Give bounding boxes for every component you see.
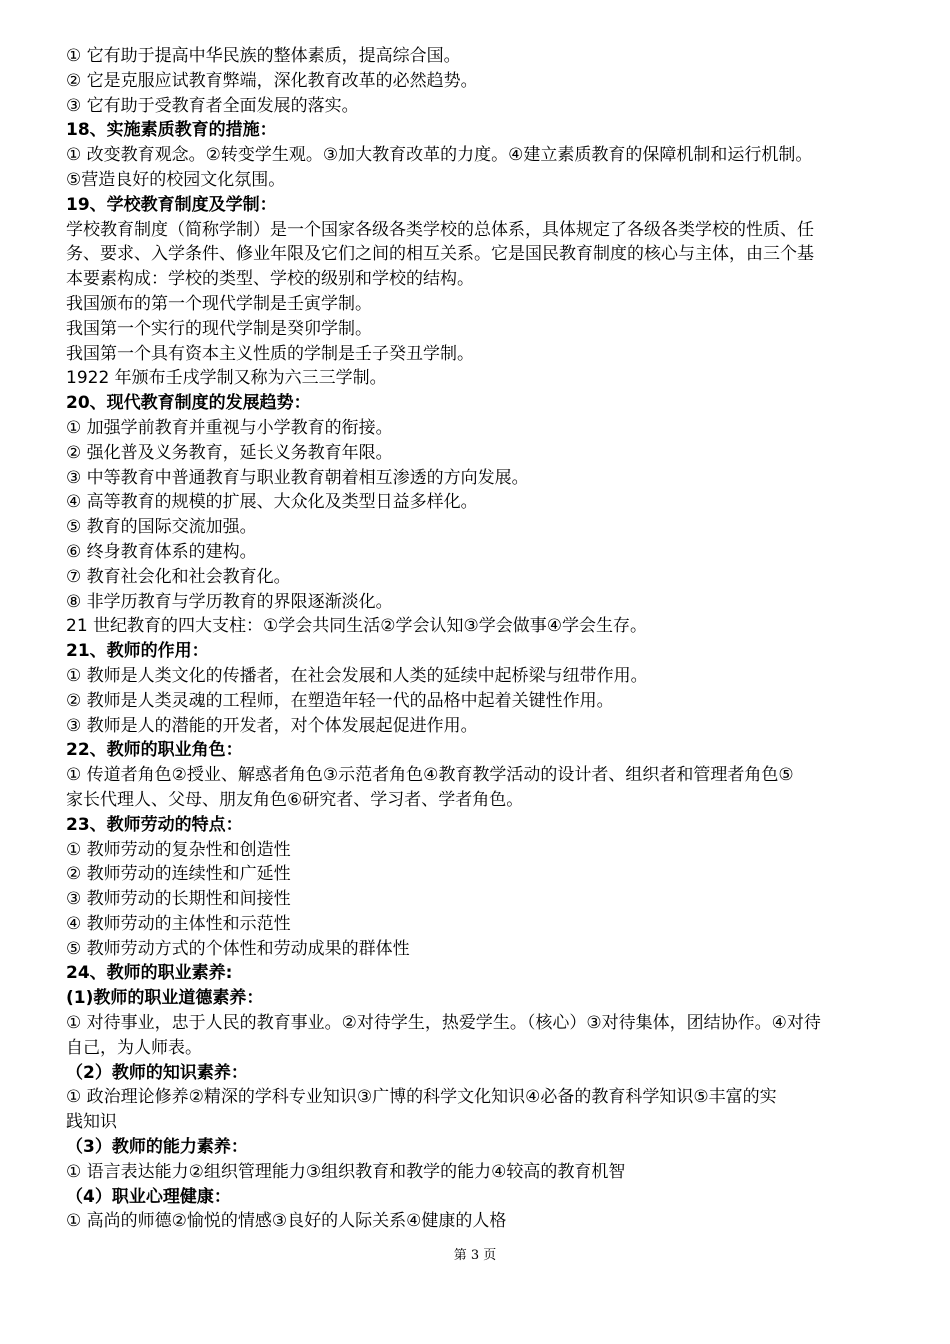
text-line: ① 政治理论修养②精深的学科专业知识③广博的科学文化知识④必备的教育科学知识⑤丰富的实 <box>66 1087 777 1108</box>
text-line: 本要素构成：学校的类型、学校的级别和学校的结构。 <box>66 269 474 290</box>
text-line: ① 加强学前教育并重视与小学教育的衔接。 <box>66 417 393 438</box>
section-heading: 23、教师劳动的特点： <box>66 814 243 835</box>
section-heading: （2）教师的知识素养： <box>66 1062 248 1083</box>
text-line: 务、要求、入学条件、修业年限及它们之间的相互关系。它是国民教育制度的核心与主体，由三个基 <box>66 244 814 265</box>
text-line: ③ 中等教育中普通教育与职业教育朝着相互渗透的方向发展。 <box>66 467 529 488</box>
text-line: ① 教师是人类文化的传播者，在社会发展和人类的延续中起桥梁与纽带作用。 <box>66 665 648 686</box>
text-line: ⑧ 非学历教育与学历教育的界限逐渐淡化。 <box>66 591 393 612</box>
text-line: ① 它有助于提高中华民族的整体素质，提高综合国。 <box>66 46 461 66</box>
section-heading: （3）教师的能力素养： <box>66 1137 248 1158</box>
text-line: ① 改变教育观念。②转变学生观。③加大教育改革的力度。④建立素质教育的保障机制和运行机制。 <box>66 145 813 166</box>
text-line: 我国第一个实行的现代学制是癸卯学制。 <box>66 318 372 339</box>
text-line: ① 高尚的师德②愉悦的情感③良好的人际关系④健康的人格 <box>66 1211 507 1232</box>
text-line: ② 强化普及义务教育，延长义务教育年限。 <box>66 442 393 463</box>
section-heading: （4）职业心理健康： <box>66 1186 231 1207</box>
text-line: ③ 它有助于受教育者全面发展的落实。 <box>66 95 359 116</box>
text-line: 家长代理人、父母、朋友角色⑥研究者、学习者、学者角色。 <box>66 789 524 810</box>
text-line: ⑦ 教育社会化和社会教育化。 <box>66 566 291 587</box>
text-line: 自己，为人师表。 <box>66 1037 202 1058</box>
text-line: 1922 年颁布壬戌学制又称为六三三学制。 <box>66 368 387 389</box>
text-line: 践知识 <box>66 1112 117 1133</box>
section-heading: (1)教师的职业道德素养： <box>66 988 264 1009</box>
section-heading: 20、现代教育制度的发展趋势： <box>66 393 311 414</box>
text-line: ② 教师是人类灵魂的工程师，在塑造年轻一代的品格中起着关键性作用。 <box>66 690 614 711</box>
text-line: ⑥ 终身教育体系的建构。 <box>66 541 257 562</box>
section-heading: 19、学校教育制度及学制： <box>66 194 277 215</box>
text-line: ① 教师劳动的复杂性和创造性 <box>66 839 291 860</box>
document-body <box>66 44 896 1234</box>
page-number: 第 3 页 <box>453 1248 497 1263</box>
section-heading: 21、教师的作用： <box>66 641 209 662</box>
text-line: 学校教育制度（简称学制）是一个国家各级各类学校的总体系，具体规定了各级各类学校的性质、任 <box>66 219 814 240</box>
text-line: 我国颁布的第一个现代学制是壬寅学制。 <box>66 293 372 314</box>
text-line: ① 语言表达能力②组织管理能力③组织教育和教学的能力④较高的教育机智 <box>66 1161 626 1182</box>
section-heading: 24、教师的职业素养: <box>66 963 233 984</box>
text-line: ① 传道者角色②授业、解惑者角色③示范者角色④教育教学活动的设计者、组织者和管理者角色⑤ <box>66 765 794 786</box>
text-line: ① 对待事业，忠于人民的教育事业。②对待学生，热爱学生。（核心）③对待集体，团结协作。④对待 <box>66 1013 821 1034</box>
text-line: ⑤ 教育的国际交流加强。 <box>66 517 257 538</box>
text-line: ③ 教师是人的潜能的开发者，对个体发展起促进作用。 <box>66 715 478 736</box>
text-line: ⑤ 教师劳动方式的个体性和劳动成果的群体性 <box>66 938 410 959</box>
text-line: 21 世纪教育的四大支柱：①学会共同生活②学会认知③学会做事④学会生存。 <box>66 616 647 637</box>
text-line: ⑤营造良好的校园文化氛围。 <box>66 169 286 190</box>
text-line: ④ 教师劳动的主体性和示范性 <box>66 913 291 934</box>
text-line: ② 它是克服应试教育弊端，深化教育改革的必然趋势。 <box>66 70 478 91</box>
text-line: ④ 高等教育的规模的扩展、大众化及类型日益多样化。 <box>66 492 478 513</box>
section-heading: 22、教师的职业角色： <box>66 740 243 761</box>
section-heading: 18、实施素质教育的措施： <box>66 120 277 141</box>
text-line: 我国第一个具有资本主义性质的学制是壬子癸丑学制。 <box>66 343 474 364</box>
text-line: ② 教师劳动的连续性和广延性 <box>66 864 291 885</box>
text-line: ③ 教师劳动的长期性和间接性 <box>66 889 291 910</box>
